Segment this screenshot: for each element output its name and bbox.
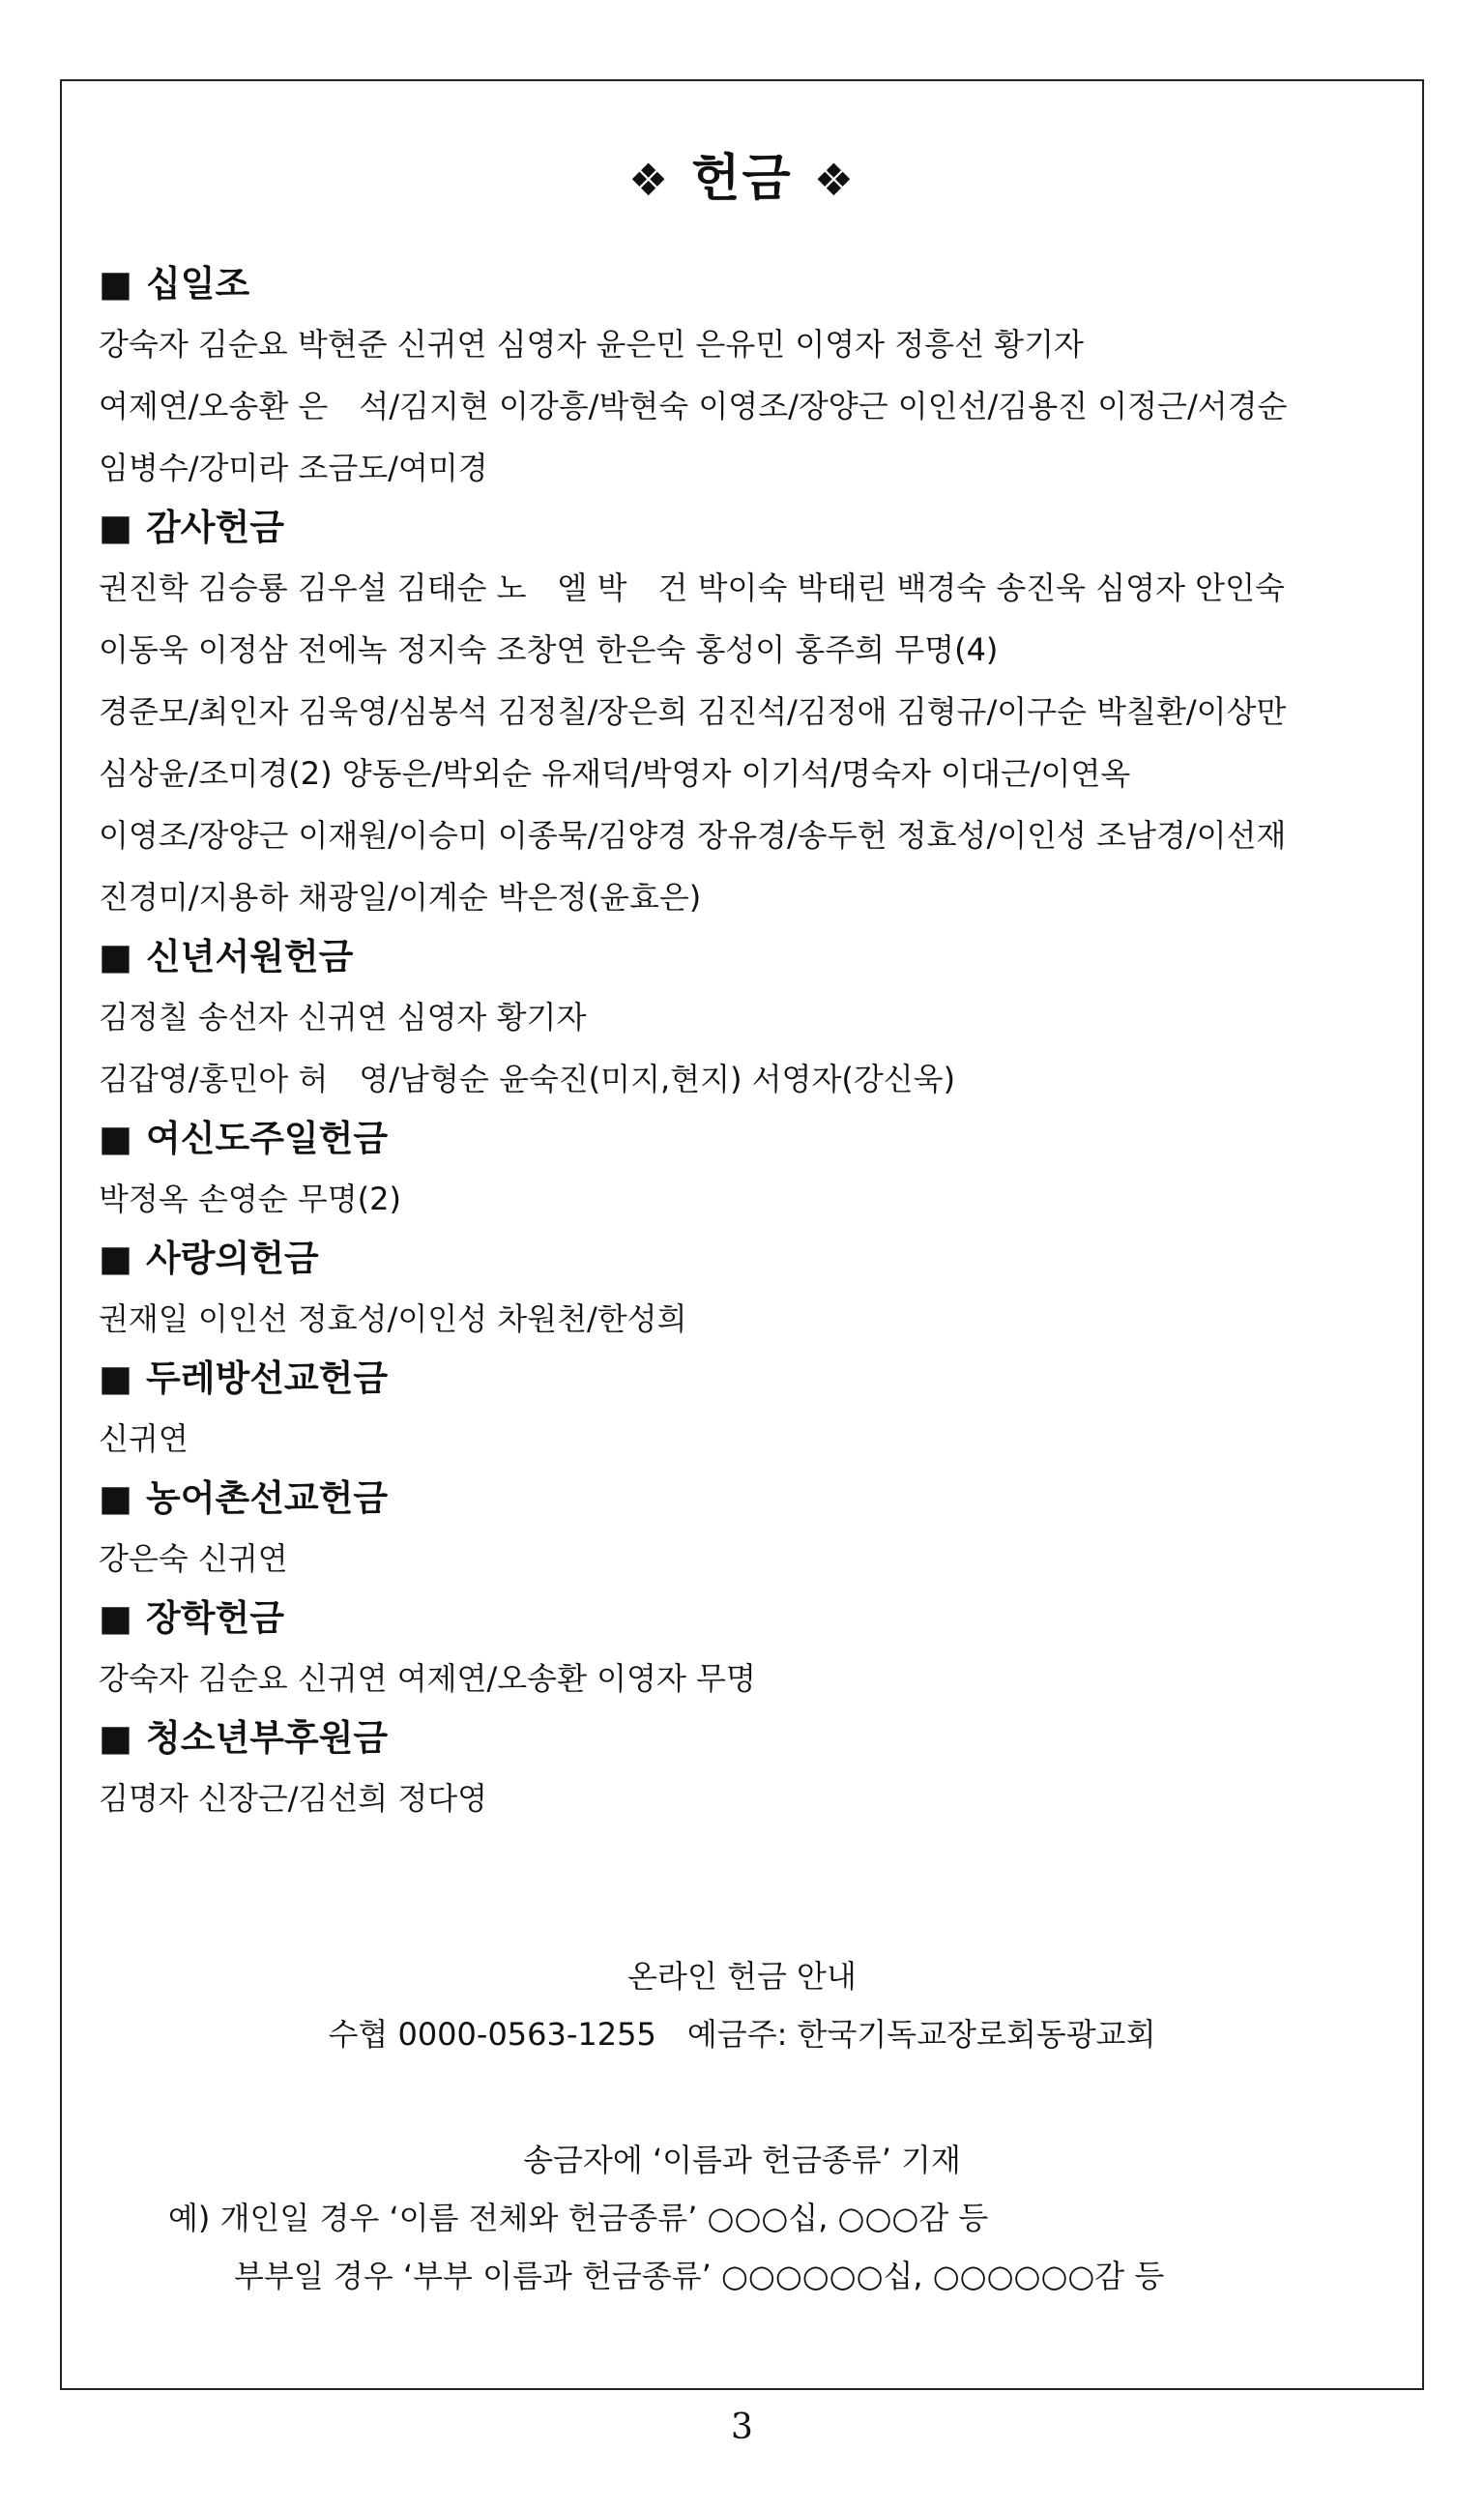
online-offering-guide xyxy=(62,1947,1422,2305)
section-heading-text: 신년서원헌금 xyxy=(145,936,354,977)
section-heading-text: 감사헌금 xyxy=(145,507,284,548)
section-heading-text: 두레방선교헌금 xyxy=(145,1357,389,1399)
section-heading xyxy=(99,928,1393,986)
section-heading-text: 장학헌금 xyxy=(145,1597,284,1639)
section-heading xyxy=(99,1230,1393,1288)
square-bullet-icon: ■ xyxy=(99,263,132,305)
square-bullet-icon: ■ xyxy=(99,1597,132,1639)
example-couple: 부부일 경우 ‘부부 이름과 헌금종류’ ○○○○○○십, ○○○○○○감 등 xyxy=(234,2258,1165,2294)
donor-names-line: 이영조/장양근 이재원/이승미 이종묵/김양경 장유경/송두헌 정효성/이인성 조남경/이선재 xyxy=(99,817,1287,854)
donor-names-line: 강은숙 신귀연 xyxy=(99,1540,288,1577)
donor-names-line: 권재일 이인선 정효성/이인성 차원천/한성희 xyxy=(99,1300,687,1337)
section-heading xyxy=(99,1709,1393,1767)
title-text: 헌금 xyxy=(691,150,793,208)
offering-section xyxy=(99,1110,1393,1230)
square-bullet-icon: ■ xyxy=(99,1238,132,1279)
diamond-ornament-icon: ❖ xyxy=(813,154,856,206)
donor-names-line: 박정옥 손영순 무명(2) xyxy=(99,1181,401,1217)
section-heading-text: 십일조 xyxy=(145,263,250,305)
page-frame xyxy=(60,79,1424,2390)
online-guide-heading: 온라인 헌금 안내 xyxy=(627,1958,857,1995)
donor-names-line: 진경미/지용하 채광일/이계순 박은정(윤효은) xyxy=(99,879,702,916)
example-individual: 예) 개인일 경우 ‘이름 전체와 헌금종류’ ○○○십, ○○○감 등 xyxy=(168,2200,989,2236)
section-heading xyxy=(99,499,1393,557)
donor-names-line: 김갑영/홍민아 허 영/남형순 윤숙진(미지,현지) 서영자(강신욱) xyxy=(99,1061,956,1097)
offering-section xyxy=(99,928,1393,1110)
offering-section xyxy=(99,499,1393,928)
page-title xyxy=(62,137,1422,210)
bank-account-info: 수협 0000-0563-1255 예금주: 한국기독교장로회동광교회 xyxy=(328,2016,1156,2053)
donor-names-line: 신귀연 xyxy=(99,1420,189,1457)
section-heading xyxy=(99,1590,1393,1648)
remittance-instruction: 송금자에 ‘이름과 헌금종류’ 기재 xyxy=(523,2142,961,2178)
section-heading xyxy=(99,255,1393,313)
section-heading-text: 여신도주일헌금 xyxy=(145,1118,389,1159)
square-bullet-icon: ■ xyxy=(99,1357,132,1399)
offering-section xyxy=(99,255,1393,499)
donor-names-line: 강숙자 김순요 박현준 신귀연 심영자 윤은민 은유민 이영자 정흥선 황기자 xyxy=(99,326,1084,363)
donor-names-line: 심상윤/조미경(2) 양동은/박외순 유재덕/박영자 이기석/명숙자 이대근/이연옥 xyxy=(99,755,1131,792)
square-bullet-icon: ■ xyxy=(99,1717,132,1759)
donor-names-line: 김정칠 송선자 신귀연 심영자 황기자 xyxy=(99,999,587,1036)
offering-section xyxy=(99,1230,1393,1350)
offering-section xyxy=(99,1350,1393,1470)
offering-section xyxy=(99,1709,1393,1829)
section-heading xyxy=(99,1470,1393,1528)
donor-names-line: 이동욱 이정삼 전에녹 정지숙 조창연 한은숙 홍성이 홍주희 무명(4) xyxy=(99,631,999,668)
section-heading-text: 사랑의헌금 xyxy=(145,1238,319,1279)
section-heading xyxy=(99,1350,1393,1408)
section-heading xyxy=(99,1110,1393,1168)
diamond-ornament-icon: ❖ xyxy=(628,154,671,206)
section-heading-text: 농어촌선교헌금 xyxy=(145,1477,389,1519)
donor-names-line: 여제연/오송환 은 석/김지현 이강흥/박현숙 이영조/장양근 이인선/김용진 이정근/서경순 xyxy=(99,388,1288,424)
donor-names-line: 강숙자 김순요 신귀연 여제연/오송환 이영자 무명 xyxy=(99,1660,756,1697)
donor-names-line: 경준모/최인자 김욱영/심봉석 김정칠/장은희 김진석/김정애 김형규/이구순 박칠환/이상만 xyxy=(99,693,1287,730)
square-bullet-icon: ■ xyxy=(99,936,132,977)
donor-names-line: 권진학 김승룡 김우설 김태순 노 엘 박 건 박이숙 박태린 백경숙 송진욱 심영자 안인숙 xyxy=(99,569,1285,606)
square-bullet-icon: ■ xyxy=(99,1477,132,1519)
square-bullet-icon: ■ xyxy=(99,507,132,548)
offering-section xyxy=(99,1590,1393,1709)
page-number: 3 xyxy=(731,2407,753,2447)
offering-sections xyxy=(99,255,1393,1829)
section-heading-text: 청소년부후원금 xyxy=(145,1717,389,1759)
square-bullet-icon: ■ xyxy=(99,1118,132,1159)
donor-names-line: 김명자 신장근/김선희 정다영 xyxy=(99,1780,488,1817)
donor-names-line: 임병수/강미라 조금도/여미경 xyxy=(99,450,488,486)
offering-section xyxy=(99,1470,1393,1590)
